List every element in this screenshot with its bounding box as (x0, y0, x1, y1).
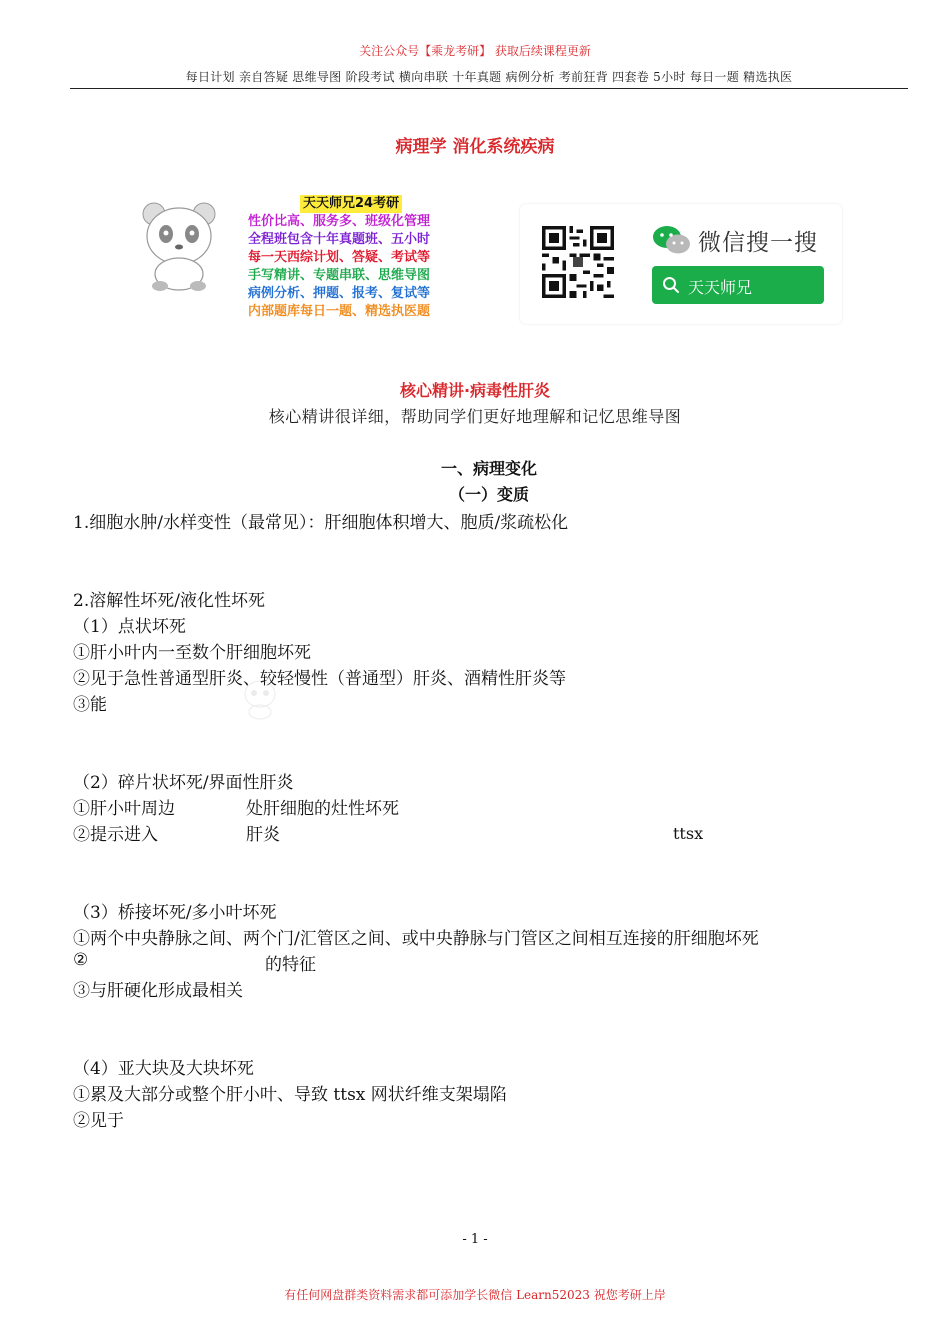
content-line: ② (73, 950, 89, 970)
content-line: （1）点状坏死 (73, 617, 186, 637)
content-line: ②提示进入 (73, 825, 158, 845)
content-line: ②见于 (73, 1111, 124, 1131)
content-line: ③与肝硬化形成最相关 (73, 981, 243, 1001)
content-line: 处肝细胞的灶性坏死 (246, 799, 399, 819)
header-divider (70, 88, 908, 89)
heading-pathology-changes: 一、病理变化 (440, 459, 537, 478)
ad-line: 全程班包含十年真题班、五小时 (248, 232, 431, 247)
content-line: 的特征 (265, 955, 316, 975)
ad-headline: 天天师兄24考研 (300, 195, 402, 213)
page-number: - 1 - (462, 1232, 488, 1247)
ad-line: 内部题库每日一题、精选执医题 (248, 304, 431, 319)
content-line: 2.溶解性坏死/液化性坏死 (73, 591, 265, 611)
content-line: （2）碎片状坏死/界面性肝炎 (73, 773, 294, 793)
ad-line: 每一天西综计划、答疑、考试等 (248, 250, 431, 265)
panda-mascot-image (136, 200, 222, 292)
wechat-search-label: 天天师兄 (688, 278, 753, 297)
footer-notice: 有任何网盘群类资料需求都可添加学长微信 Learn52023 祝您考研上岸 (284, 1288, 666, 1302)
ad-line: 性价比高、服务多、班级化管理 (248, 214, 431, 229)
content-line: ①肝小叶内一至数个肝细胞坏死 (73, 643, 311, 663)
content-line: ①两个中央静脉之间、两个门/汇管区之间、或中央静脉与门管区之间相互连接的肝细胞坏死 (73, 929, 759, 949)
content-line: 肝炎 (246, 825, 280, 845)
content-line: （3）桥接坏死/多小叶坏死 (73, 903, 277, 923)
wechat-search-bar[interactable] (652, 266, 824, 304)
wechat-search-title: 微信搜一搜 (698, 230, 818, 256)
wechat-logo-icon (652, 224, 692, 256)
top-notice: 关注公众号【乘龙考研】 获取后续课程更新 (359, 44, 591, 58)
ttsx-mark: ttsx (673, 824, 704, 843)
qr-code-image (542, 226, 614, 298)
ad-line: 手写精讲、专题串联、思维导图 (248, 268, 431, 283)
content-line: ①肝小叶周边 (73, 799, 175, 819)
search-icon (662, 276, 680, 294)
content-line: ③能 (73, 695, 107, 715)
content-line: 1.细胞水肿/水样变性（最常见）：肝细胞体积增大、胞质/浆疏松化 (73, 513, 569, 533)
content-line: （4）亚大块及大块坏死 (73, 1059, 254, 1079)
content-line: ①累及大部分或整个肝小叶、导致 ttsx 网状纤维支架塌陷 (73, 1085, 507, 1105)
wechat-search-card (520, 204, 842, 324)
section-subtitle: 核心精讲很详细，帮助同学们更好地理解和记忆思维导图 (268, 407, 682, 426)
header-nav-line: 每日计划 亲自答疑 思维导图 阶段考试 横向串联 十年真题 病例分析 考前狂背 四套卷 5小时 每日一题 精选执医 (185, 70, 793, 84)
ad-text-block (248, 195, 468, 321)
panda-watermark (240, 676, 280, 720)
ad-line: 病例分析、押题、报考、复试等 (248, 286, 431, 301)
heading-degeneration: （一）变质 (448, 485, 529, 504)
content-line: ②见于急性普通型肝炎、较轻慢性（普通型）肝炎、酒精性肝炎等 (73, 669, 566, 689)
section-title: 核心精讲·病毒性肝炎 (399, 381, 551, 400)
document-title: 病理学 消化系统疾病 (395, 137, 555, 157)
ad-lines (248, 213, 468, 321)
